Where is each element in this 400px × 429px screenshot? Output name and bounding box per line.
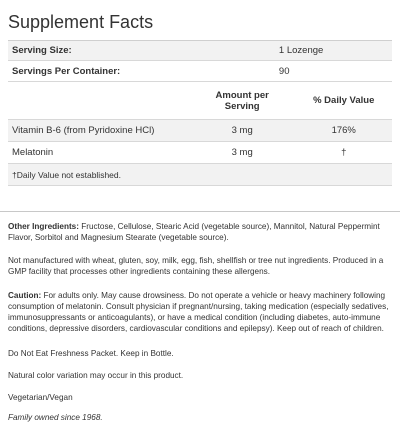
nutrient-amount: 3 mg	[231, 125, 253, 136]
diet-note: Vegetarian/Vegan	[8, 393, 73, 402]
table-row	[8, 142, 392, 164]
nutrient-name: Melatonin	[12, 147, 54, 158]
nutrient-name: Vitamin B-6 (from Pyridoxine HCl)	[12, 125, 155, 136]
caution-label: Caution:	[8, 291, 42, 300]
daily-value-footnote: †Daily Value not established.	[12, 169, 121, 180]
servings-per-container-row	[8, 61, 392, 82]
freshness-note: Do Not Eat Freshness Packet. Keep in Bottle.	[8, 349, 174, 358]
color-variation-note: Natural color variation may occur in this product.	[8, 371, 184, 380]
footnote-row	[8, 164, 392, 186]
nutrient-dv: 176%	[331, 125, 356, 136]
servings-per-container-value: 90	[278, 65, 290, 77]
section-divider	[0, 211, 400, 212]
caution-statement	[8, 290, 392, 334]
serving-size-value: 1 Lozenge	[278, 45, 324, 56]
allergen-statement: Not manufactured with wheat, gluten, soy, milk, egg, fish, shellfish or tree nut ingredients. Produced in a GMP facility that processes other ingredients containing these allergens.	[8, 256, 384, 276]
other-ingredients-text: Fructose, Cellulose, Stearic Acid (vegetable source), Mannitol, Natural Peppermint Flavor, Sorbitol and Magnesium Stearate (vegetable source).	[8, 222, 380, 242]
caution-text: For adults only. May cause drowsiness. Do not operate a vehicle or heavy machinery following consumption of melatonin. Consult physician if pregnant/nursing, taking medication (especially sedatives, immunosuppressants or anticoagulants), or have a medical condition (including diabetes, auto-immune conditions, depressive disorders, cardiovascular conditions and epilepsy). Keep out of reach of children.	[8, 291, 389, 333]
other-ingredients-label: Other Ingredients:	[8, 222, 79, 231]
serving-size-row	[8, 41, 392, 61]
amount-per-serving-header: Amount per Serving	[215, 89, 269, 112]
page-title: Supplement Facts	[8, 12, 154, 32]
serving-size-label: Serving Size:	[12, 45, 72, 56]
family-owned-note: Family owned since 1968.	[8, 413, 103, 422]
daily-value-header: % Daily Value	[313, 95, 375, 106]
table-header-row	[8, 82, 392, 120]
other-ingredients	[8, 221, 392, 243]
table-row	[8, 120, 392, 142]
servings-per-container-label: Servings Per Container:	[12, 65, 121, 77]
nutrient-amount: 3 mg	[231, 147, 253, 158]
supplement-facts-table	[8, 40, 392, 186]
nutrient-dv: †	[341, 147, 347, 158]
